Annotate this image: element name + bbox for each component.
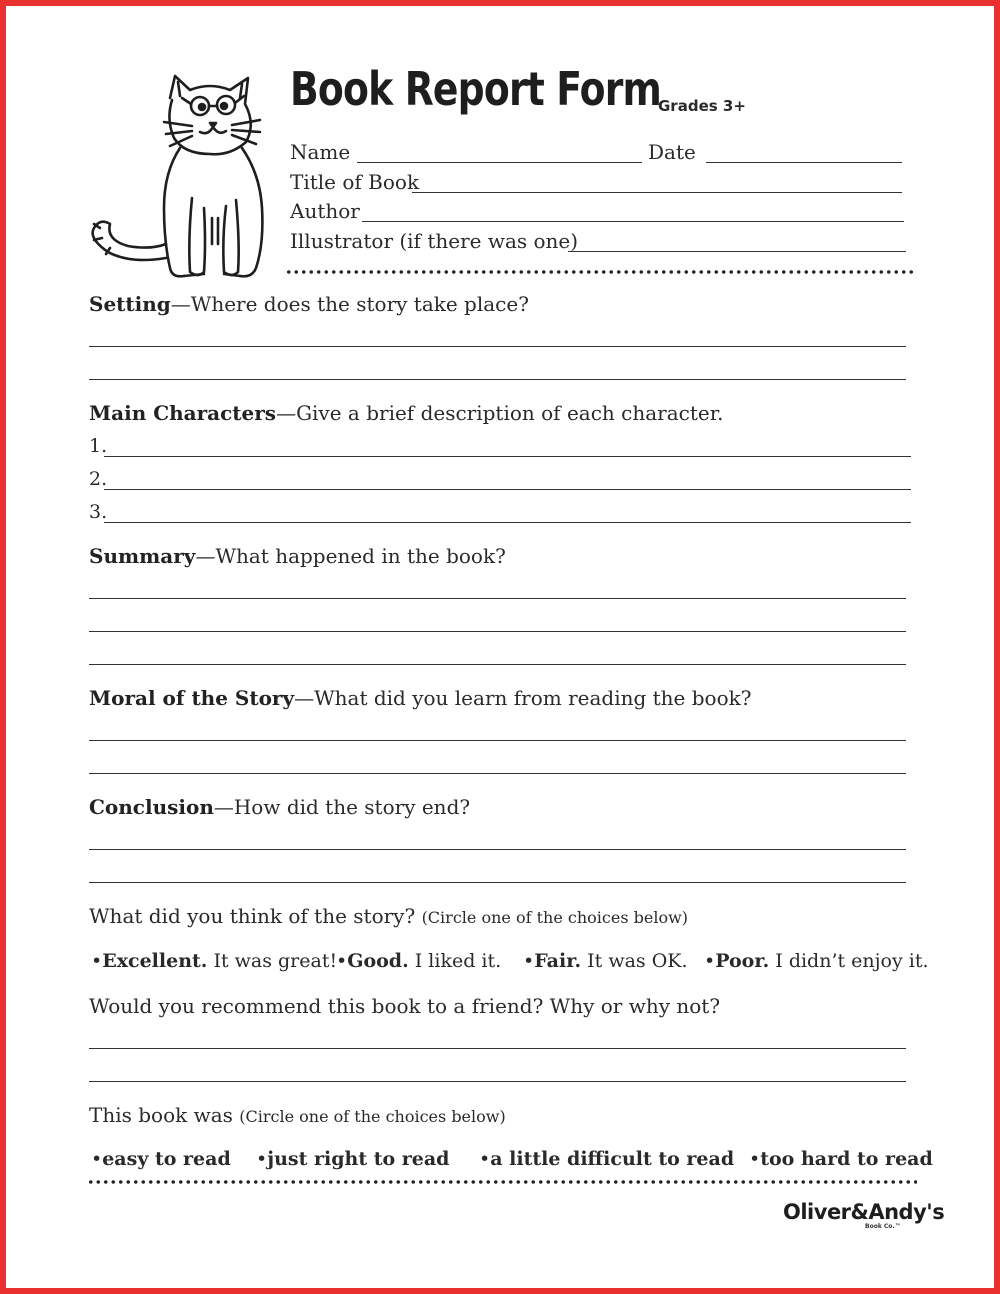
page-title: Book Report Form <box>290 62 662 116</box>
choice-little-difficult[interactable]: •a little difficult to read <box>479 1148 735 1170</box>
moral-question: Moral of the Story—What did you learn from reading the book? <box>89 686 752 710</box>
recommend-answer-line[interactable] <box>89 1081 906 1082</box>
name-label: Name <box>290 140 351 164</box>
cat-illustration <box>80 68 270 283</box>
summary-question: Summary—What happened in the book? <box>89 544 506 568</box>
logo-text: Oliver&Andy's <box>783 1200 945 1224</box>
header-divider <box>285 270 915 274</box>
setting-answer-line[interactable] <box>89 379 906 380</box>
logo-subtext: Book Co.™ <box>865 1223 901 1230</box>
difficulty-question: This book was (Circle one of the choices below) <box>89 1103 506 1127</box>
illustrator-field[interactable] <box>568 251 906 252</box>
choice-easy[interactable]: •easy to read <box>91 1148 231 1170</box>
summary-answer-line[interactable] <box>89 631 906 632</box>
summary-answer-line[interactable] <box>89 598 906 599</box>
choice-fair[interactable]: •Fair. It was OK. <box>523 950 688 972</box>
illustrator-label: Illustrator (if there was one) <box>290 229 579 253</box>
choice-too-hard[interactable]: •too hard to read <box>749 1148 933 1170</box>
recommend-question: Would you recommend this book to a friend? Why or why not? <box>89 994 721 1018</box>
setting-question: Setting—Where does the story take place? <box>89 292 529 316</box>
character-number: 1. <box>89 435 108 457</box>
author-label: Author <box>290 199 360 223</box>
opinion-question: What did you think of the story? (Circle one of the choices below) <box>89 904 689 928</box>
date-label: Date <box>648 140 696 164</box>
character-answer-line[interactable] <box>104 456 911 457</box>
character-answer-line[interactable] <box>104 489 911 490</box>
setting-answer-line[interactable] <box>89 346 906 347</box>
conclusion-answer-line[interactable] <box>89 882 906 883</box>
book-title-field[interactable] <box>412 192 902 193</box>
choice-good[interactable]: •Good. I liked it. <box>336 950 502 972</box>
character-number: 2. <box>89 468 108 490</box>
oliver-andys-logo <box>783 1200 945 1230</box>
grades-label: Grades 3+ <box>658 97 746 115</box>
recommend-answer-line[interactable] <box>89 1048 906 1049</box>
character-number: 3. <box>89 501 108 523</box>
conclusion-answer-line[interactable] <box>89 849 906 850</box>
choice-just-right[interactable]: •just right to read <box>256 1148 450 1170</box>
character-answer-line[interactable] <box>104 522 911 523</box>
moral-answer-line[interactable] <box>89 740 906 741</box>
conclusion-question: Conclusion—How did the story end? <box>89 795 471 819</box>
choice-excellent[interactable]: •Excellent. It was great! <box>91 950 338 972</box>
moral-answer-line[interactable] <box>89 773 906 774</box>
date-field[interactable] <box>706 162 902 163</box>
footer-divider <box>87 1180 917 1184</box>
author-field[interactable] <box>362 221 904 222</box>
book-title-label: Title of Book <box>290 170 420 194</box>
choice-poor[interactable]: •Poor. I didn’t enjoy it. <box>704 950 929 972</box>
characters-question: Main Characters—Give a brief description of each character. <box>89 401 724 425</box>
name-field[interactable] <box>357 162 642 163</box>
summary-answer-line[interactable] <box>89 664 906 665</box>
